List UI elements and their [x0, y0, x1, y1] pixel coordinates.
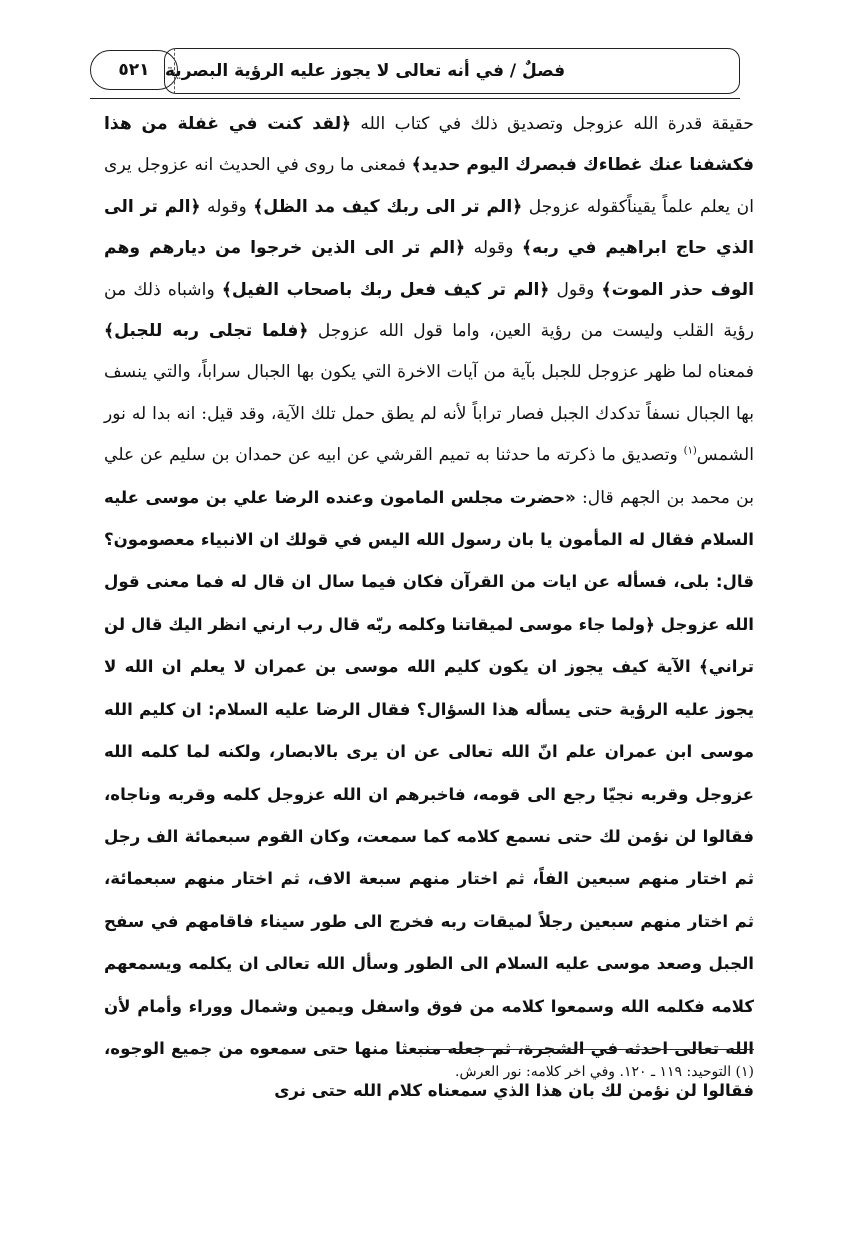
footnote-marker: (١) [683, 445, 697, 457]
chapter-title-box [164, 48, 740, 94]
header-rule [90, 98, 740, 99]
quran-quote: ﴿فلما تجلى ربه للجبل﴾ [104, 321, 309, 342]
text-run: حقيقة قدرة الله عزوجل وتصديق ذلك في كتاب الله [351, 114, 754, 134]
quran-quote: ﴿الم تر كيف فعل ربك باصحاب الفيل﴾ [221, 279, 550, 300]
text-run: وقوله [465, 238, 522, 259]
page-number: ٥٢١ [118, 60, 150, 80]
running-header [82, 48, 742, 102]
paragraph-1 [104, 104, 754, 1113]
text-run: وقول [549, 279, 602, 300]
text-run: فمعناه لما ظهر عزوجل للجبل بآية من آيات الاخرة التي يكون بها الجبال سراباً، والتي ينسف بها الجبال نسفاً تدكدك الجبل فصار تراباً لأنه لم يطق حمل تلك الآية، وقد قيل: انه بدا له نور الشمس [104, 362, 754, 466]
quran-quote: ﴿الم تر الى الذين خرجوا من ديارهم وهم الوف حذر الموت﴾ [104, 238, 754, 300]
text-run: واشباه ذلك من رؤية القلب وليست من رؤية العين، واما قول الله عزوجل [104, 279, 754, 342]
quran-quote: ﴿الم تر الى الذي حاج ابراهيم في ربه﴾ [104, 196, 754, 259]
text-run: وتصديق ما ذكرته ما حدثنا به تميم القرشي عن ابيه عن حمدان بن سليم عن علي بن محمد بن الجهم قال: [104, 445, 755, 508]
footnote-rule [418, 1049, 754, 1050]
chapter-title: فصلٌ / في أنه تعالى لا يجوز عليه الرؤية البصرية [165, 61, 566, 81]
hadith-text: «حضرت مجلس المامون وعنده الرضا علي بن موسى عليه السلام فقال له المأمون يا بان رسول الله اليس في قولك ان الانبياء معصومون؟ قال: بلى، فسأله عن ايات من القرآن فكان فيما سال ان قال له فما معنى قول الله عزوجل ﴿ولما جاء موسى لميقاتنا وكلمه ربّه قال رب ارني انظر اليك قال لن تراني﴾ الآية كيف يجوز ان يكون كليم الله موسى بن عمران لا يعلم ان الله لا يجوز عليه الرؤية حتى يسأله هذا السؤال؟ فقال الرضا عليه السلام: ان كليم الله موسى ابن عمران علم انّ الله تعالى عن ان يرى بالابصار، ولكنه لما كلمه الله عزوجل وقربه نجيّا رجع الى قومه، فاخبرهم ان الله عزوجل كلمه وقربه وناجاه، فقالوا لن نؤمن لك حتى نسمع كلامه كما سمعت، وكان القوم سبعمائة الف رجل ثم اختار منهم سبعين الفاً، ثم اختار منهم سبعة الاف، ثم اختار منهم سبعمائة، ثم اختار منهم سبعين رجلاً لميقات ربه فخرج الى طور سيناء فاقامهم في سفح الجبل وصعد موسى عليه السلام الى الطور وسأل الله تعالى ان يكلمه ويسمعهم كلامه فكلمه الله وسمعوا كلامه من فوق واسفل ويمين وشمال ووراء وأمام لأن الله تعالى احدثه في الشجرة، ثم جعله منبعثا منها حتى سمعوه من جميع الوجوه، فقالوا لن نؤمن لك بان هذا الذي سمعناه كلام الله حتى نرى [104, 487, 754, 1101]
text-run: فمعنى ما روى في الحديث انه عزوجل يرى ان يعلم علماً يقيناًكقوله عزوجل [104, 155, 754, 217]
body-text [104, 104, 754, 1113]
quran-quote: ﴿لقد كنت في غفلة من هذا فكشفنا عنك غطاءك فبصرك اليوم حديد﴾ [104, 114, 755, 176]
header-ornament [174, 48, 175, 94]
page-number-box [90, 50, 178, 90]
quran-quote: ﴿الم تر الى ربك كيف مد الظل﴾ [253, 196, 523, 217]
text-run: وقوله [200, 196, 254, 217]
footnote: (١) التوحيد: ١١٩ ـ ١٢٠. وفي اخر كلامه: نور العرش. [455, 1064, 754, 1080]
